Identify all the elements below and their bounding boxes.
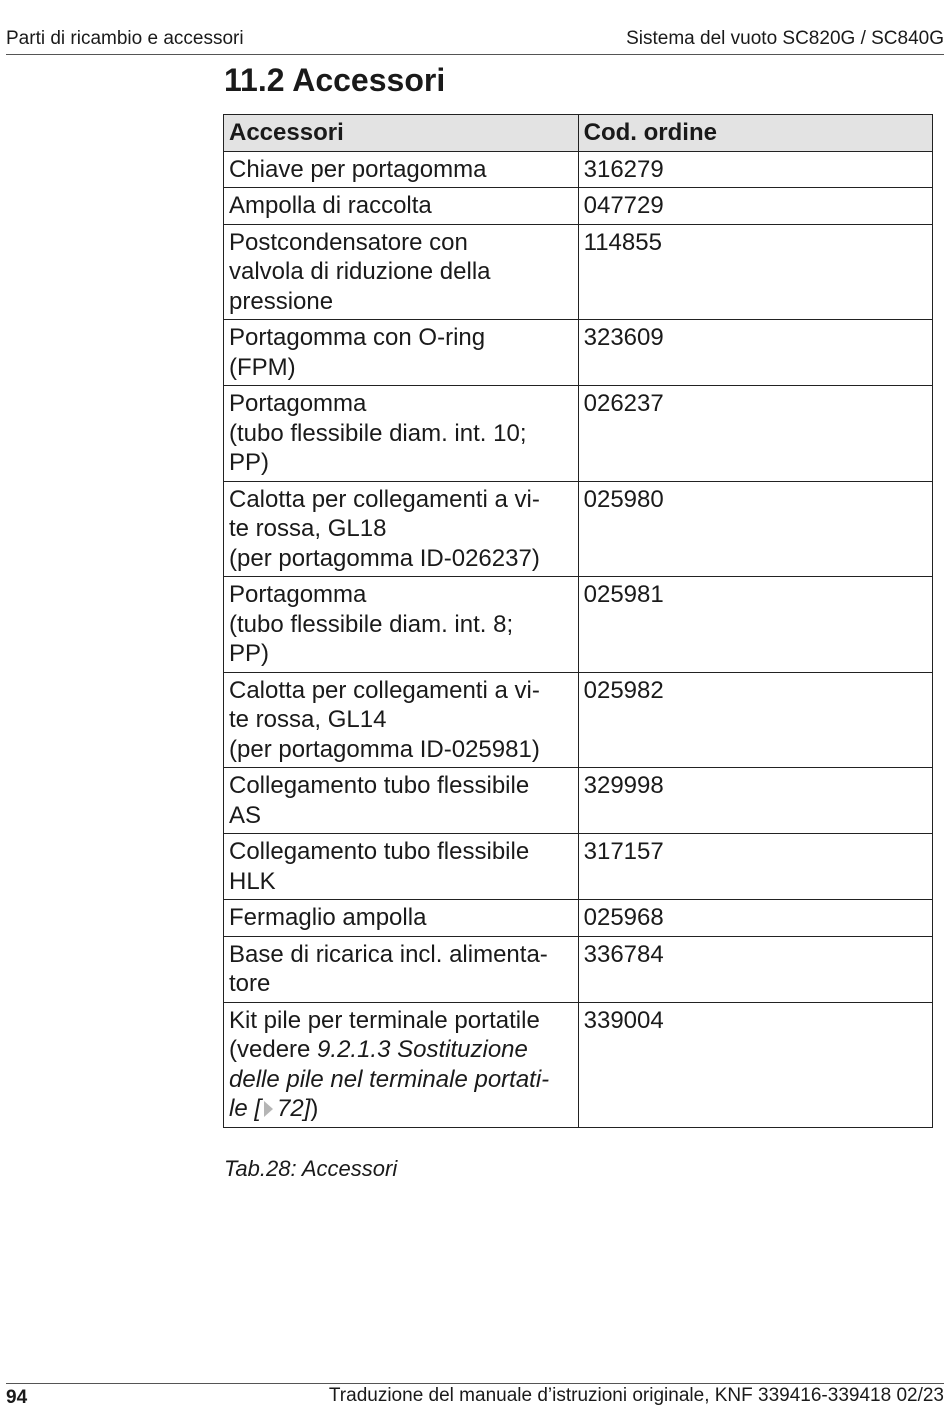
accessory-name-cell (224, 224, 579, 320)
table-caption: Tab.28: Accessori (224, 1156, 398, 1181)
accessory-name-cell (224, 1002, 579, 1127)
table-row (224, 900, 933, 937)
order-code-cell: 025981 (578, 577, 932, 673)
table-body (224, 151, 933, 1002)
accessories-table (223, 114, 933, 1128)
page-number: 94 (6, 1387, 28, 1408)
accessory-name-line: (FPM) (229, 353, 296, 381)
accessory-name-line: PP) (229, 449, 270, 476)
accessory-name-line: Base di ricarica incl. alimenta- (229, 940, 548, 968)
accessory-name-line: Chiave per portagomma (229, 155, 487, 183)
order-code-cell: 114855 (578, 224, 932, 320)
accessory-name-line: Fermaglio ampolla (229, 904, 427, 931)
accessory-name-line: AS (229, 801, 262, 829)
table-row (224, 936, 933, 1002)
accessory-name-cell (224, 320, 579, 386)
cross-reference-text: le [ (229, 1095, 262, 1122)
table-header-row (224, 115, 933, 152)
accessory-name-line: Portagomma (229, 390, 367, 417)
order-code-cell: 317157 (578, 834, 932, 900)
table-row (224, 834, 933, 900)
accessory-name-cell (224, 768, 579, 834)
accessory-name-cell (224, 936, 579, 1002)
accessory-name-line: Postcondensatore con (229, 228, 468, 256)
accessory-name-line: valvola di riduzione della (229, 258, 491, 285)
accessory-name-cell (224, 900, 579, 937)
table-row (224, 386, 933, 482)
order-code-cell: 025980 (578, 481, 932, 577)
accessory-name-line: Portagomma (229, 581, 367, 608)
table-row (224, 188, 933, 225)
column-header-accessories: Accessori (224, 115, 579, 152)
accessory-name-line: pressione (229, 287, 334, 315)
accessory-name-cell (224, 188, 579, 225)
table-row (224, 768, 933, 834)
accessory-name-cell (224, 577, 579, 673)
section-title: 11.2 Accessori (224, 62, 446, 98)
accessory-name-line: (per portagomma ID-026237) (229, 544, 540, 572)
accessory-name-line: (tubo flessibile diam. int. 8; (229, 610, 514, 638)
accessory-name-line: HLK (229, 867, 276, 895)
document-info: Traduzione del manuale d’istruzioni originale, KNF 339416-339418 02/23 (328, 1385, 944, 1406)
accessory-ref-prefix: (vedere (229, 1036, 318, 1063)
accessory-name-line: Calotta per collegamenti a vi- (229, 485, 540, 513)
table-row (224, 151, 933, 188)
table-body-last (224, 1002, 933, 1127)
order-code-cell: 025982 (578, 672, 932, 768)
accessory-name-cell (224, 386, 579, 482)
column-header-order-code: Cod. ordine (578, 115, 932, 152)
table-row (224, 577, 933, 673)
accessory-name-cell (224, 672, 579, 768)
table-row (224, 672, 933, 768)
accessory-ref-suffix: ) (310, 1095, 319, 1122)
accessory-name-line: te rossa, GL14 (229, 706, 387, 733)
table-row (224, 320, 933, 386)
accessory-name-line: (tubo flessibile diam. int. 10; (229, 419, 527, 447)
order-code-cell: 329998 (578, 768, 932, 834)
accessory-name-line: te rossa, GL18 (229, 515, 387, 542)
accessory-name-line: PP) (229, 640, 270, 667)
accessory-name-cell (224, 151, 579, 188)
order-code-cell: 025968 (578, 900, 932, 937)
cross-reference-page: 72] (277, 1095, 311, 1122)
accessory-name-cell (224, 481, 579, 577)
table-row (224, 481, 933, 577)
product-title: Sistema del vuoto SC820G / SC840G (626, 28, 944, 49)
order-code-cell: 316279 (578, 151, 932, 188)
order-code-cell: 047729 (578, 188, 932, 225)
accessory-name-line: Collegamento tubo flessibile (229, 772, 530, 799)
accessory-name-line: Ampolla di raccolta (229, 192, 432, 219)
page-footer (6, 1383, 944, 1408)
cross-reference-text: delle pile nel terminale portati- (229, 1065, 550, 1093)
accessory-name-line: Collegamento tubo flessibile (229, 838, 530, 865)
accessory-name-line: Kit pile per terminale portatile (229, 1006, 540, 1034)
cross-reference-text: 9.2.1.3 Sostituzione (317, 1036, 528, 1063)
accessory-name-line: tore (229, 970, 271, 997)
order-code-cell: 339004 (578, 1002, 932, 1127)
table-row (224, 224, 933, 320)
page-header (6, 26, 944, 55)
order-code-cell: 026237 (578, 386, 932, 482)
page-arrow-icon (264, 1101, 273, 1117)
accessory-name-cell (224, 834, 579, 900)
table-row (224, 1002, 933, 1127)
order-code-cell: 323609 (578, 320, 932, 386)
accessory-name-line: Calotta per collegamenti a vi- (229, 676, 540, 704)
order-code-cell: 336784 (578, 936, 932, 1002)
accessory-name-line: (per portagomma ID-025981) (229, 735, 540, 763)
chapter-title: Parti di ricambio e accessori (6, 28, 244, 49)
accessory-name-line: Portagomma con O-ring (229, 324, 486, 351)
